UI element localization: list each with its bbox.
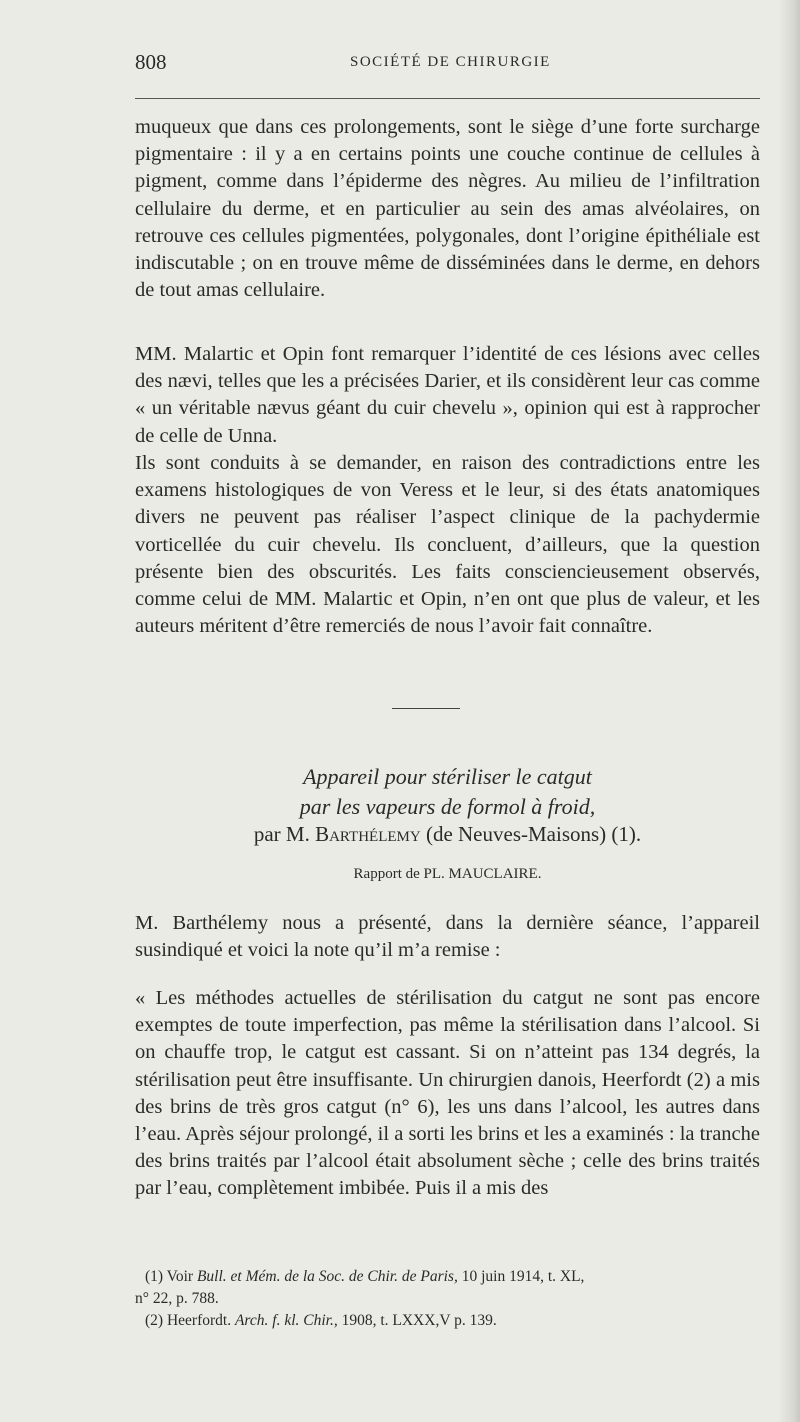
- byline-suffix: (de Neuves-Maisons) (1).: [420, 822, 642, 846]
- paragraph-sterilization-methods: « Les méthodes actuelles de stérilisation du catgut ne sont pas encore exemptes de toute imperfection, pas même la stérilisation dans l’alcool. Si on chauffe trop, le catgut est cassant. Si on n’atteint pas 134 degrés, la stérilisation peut être insuffisante. Un chirurgien danois, Heerfordt (2) a mis des brins de très gros catgut (n° 6), les uns dans l’alcool, les autres dans l’eau. Après séjour prolongé, il a sorti les brins et les a examinés : la tranche des brins traités par l’alcool était absolument sèche ; celle des brins traités par l’eau, complètement imbibée. Puis il a mis des: [135, 987, 760, 1200]
- paragraph-presentation: M. Barthélemy nous a présenté, dans la dernière séance, l’appareil susindiqué et voici la note qu’il m’a remise :: [135, 912, 760, 962]
- page-edge-shadow: [778, 0, 800, 1422]
- footnote-1-source: Bull. et Mém. de la Soc. de Chir. de Paris,: [196, 1268, 458, 1285]
- article-title-line-1: Appareil pour stériliser le catgut: [303, 764, 592, 789]
- section-divider: [392, 708, 460, 709]
- report-credit: Rapport de PL. MAUCLAIRE.: [353, 866, 542, 882]
- footnote-2: [135, 1310, 760, 1332]
- byline-author: Barthélemy: [315, 822, 421, 846]
- article-byline: [135, 822, 760, 847]
- footnote-2-rest: 1908, t. LXXX,V p. 139.: [337, 1312, 497, 1329]
- page-header: [135, 50, 760, 80]
- paragraph-conclusion: Ils sont conduits à se demander, en raison des contradictions entre les examens histologiques de von Veress et le leur, si des états anatomiques divers ne peuvent pas réaliser l’aspect clinique de la pachydermie vorticellée du cuir chevelu. Ils concluent, d’ailleurs, que la question présente bien des obscurités. Les faits consciencieusement observés, comme celui de MM. Malartic et Opin, n’en ont que plus de valeur, et les auteurs méritent d’être remerciés de nous l’avoir fait connaître.: [135, 452, 760, 638]
- footnotes: [135, 1266, 760, 1332]
- footnote-1: [135, 1266, 760, 1288]
- article-title-line-2: par les vapeurs de formol à froid,: [299, 794, 596, 819]
- footnote-2-marker: (2) Heerfordt.: [145, 1312, 235, 1329]
- paragraph-nevus-histology: muqueux que dans ces prolongements, sont le siège d’une forte surcharge pigmentaire : il y a en certains points une couche continue de cellules à pigment, comme dans l’épiderme des nègres. Au milieu de l’infiltration cellulaire du derme, et en particulier au sein des amas alvéolaires, on retrouve ces cellules pigmentées, polygonales, dont l’origine épithéliale est indiscutable ; on en trouve même de disséminées dans le derme, en dehors de tout amas cellulaire.: [135, 116, 760, 302]
- footnote-1-marker: (1) Voir: [145, 1268, 197, 1285]
- footnote-1-rest: 10 juin 1914, t. XL,: [457, 1268, 585, 1285]
- footnote-2-source: Arch. f. kl. Chir.,: [234, 1312, 338, 1329]
- running-title: SOCIÉTÉ DE CHIRURGIE: [350, 54, 551, 70]
- page-number: 808: [135, 50, 167, 74]
- header-rule: [135, 98, 760, 99]
- byline-prefix: par M.: [253, 822, 316, 846]
- article-title: [135, 762, 760, 822]
- footnote-1-continuation: n° 22, p. 788.: [135, 1290, 219, 1307]
- paragraph-malartic-opin: MM. Malartic et Opin font remarquer l’identité de ces lésions avec celles des nævi, telles que les a précisées Darier, et ils considèrent leur cas comme « un véritable nævus géant du cuir chevelu », opinion qui est à rapprocher de celle de Unna.: [135, 343, 760, 447]
